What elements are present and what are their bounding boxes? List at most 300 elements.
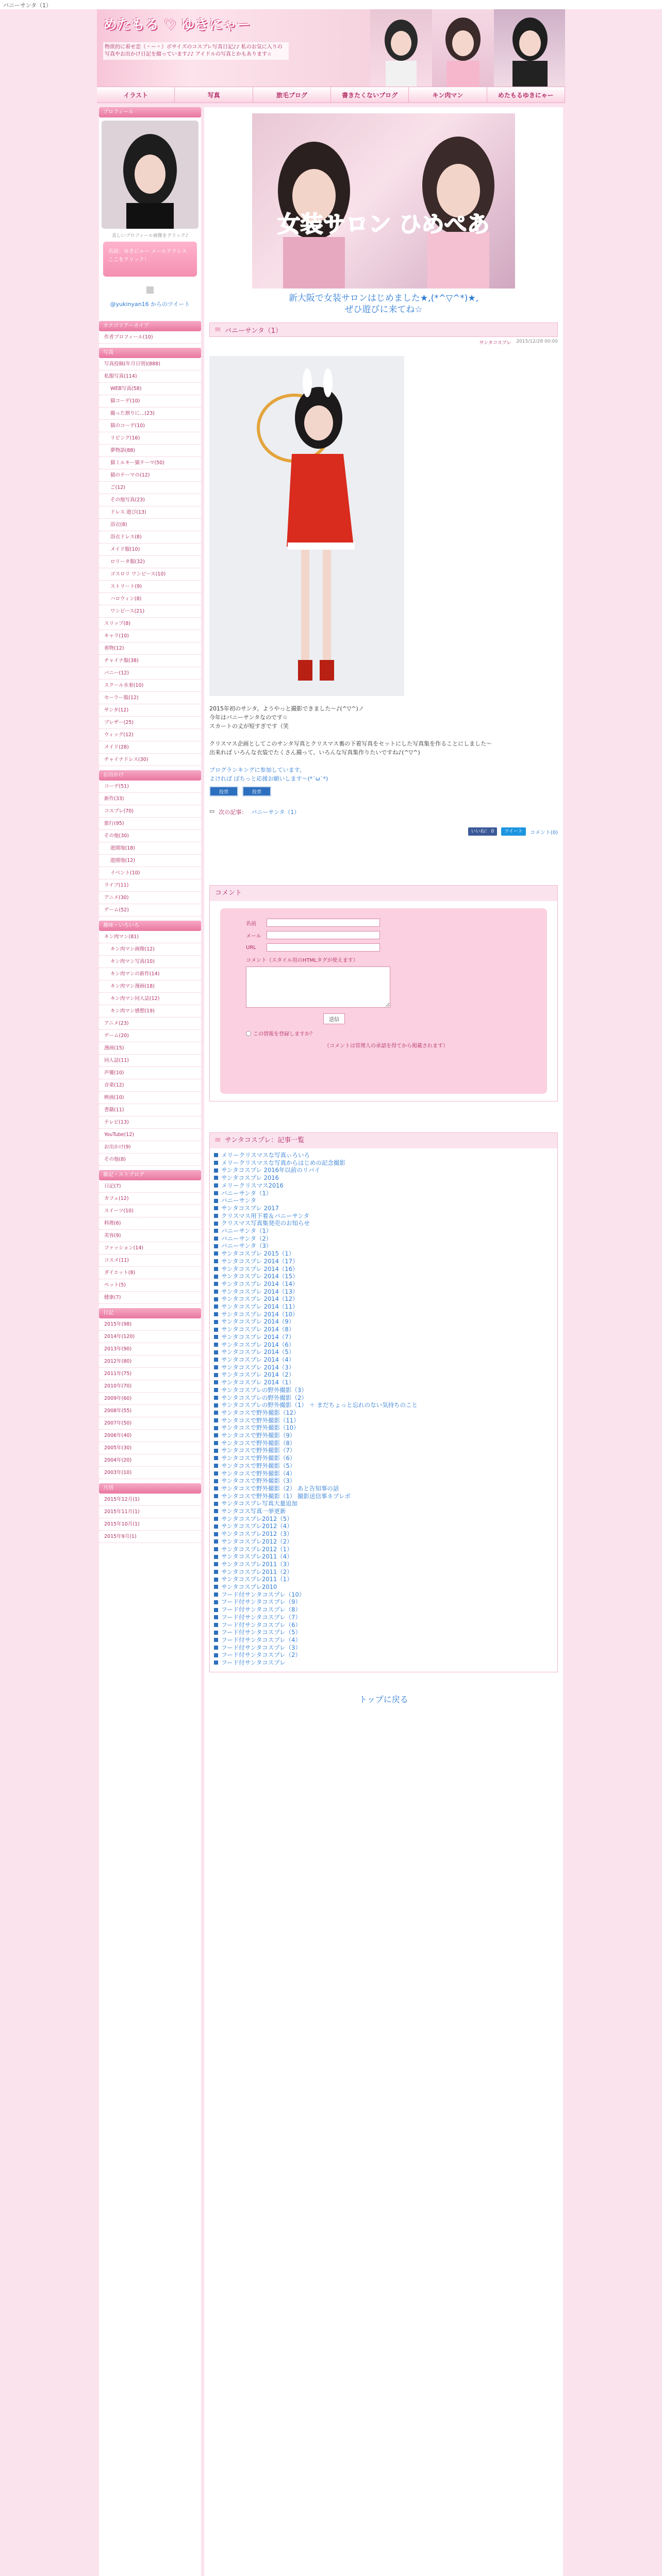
article-list-link[interactable]: サンタコスで野外撮影（4） <box>221 1469 296 1477</box>
tweet-button[interactable]: ツイート <box>501 827 526 836</box>
article-list-item[interactable] <box>210 1379 557 1386</box>
sidebar-link[interactable]: 2010年(70) <box>99 1380 201 1393</box>
list-bullet-icon <box>214 1426 218 1430</box>
article-list-link[interactable]: バニーサンタ（1） <box>221 1227 272 1235</box>
article-list-link[interactable]: フード付サンタコスプレ（2） <box>221 1651 301 1659</box>
sidebar-link[interactable]: 健康(7) <box>99 1292 201 1304</box>
sidebar-link[interactable]: 浴衣(8) <box>99 519 201 531</box>
article-list-link[interactable]: サンタコスで野外撮影（6） <box>221 1454 296 1462</box>
sidebar-link[interactable]: ファッション(14) <box>99 1242 201 1255</box>
article-list-link[interactable]: フード付サンタコスプレ（4） <box>221 1636 301 1643</box>
article-list-item[interactable] <box>210 1318 557 1326</box>
ranking-button-1[interactable]: 投票 <box>209 786 238 796</box>
sidebar-link[interactable]: 2003年(10) <box>99 1467 201 1479</box>
article-list-link[interactable]: サンタコスプレ 2016年以前のリバイ <box>221 1166 321 1174</box>
article-list-link[interactable]: サンタコス写真一挙更新 <box>221 1507 286 1515</box>
sidebar-link[interactable]: スイーツ(10) <box>99 1205 201 1217</box>
mail-row <box>246 931 526 939</box>
article-list-item[interactable] <box>210 1417 557 1425</box>
next-article-link[interactable]: バニーサンタ（1） <box>251 809 300 816</box>
list-bullet-icon <box>214 1547 218 1551</box>
profile-caption: 美しいプロフィール画像をクリック♪ <box>111 233 189 239</box>
sidebar-link[interactable]: アニメ(23) <box>99 1018 201 1030</box>
article-list-item[interactable] <box>210 1219 557 1227</box>
remember-checkbox[interactable] <box>246 1031 251 1036</box>
sidebar-link[interactable]: キン肉マン(81) <box>99 931 201 943</box>
sidebar-link[interactable]: キャラ(10) <box>99 630 201 642</box>
comment-count-link[interactable]: コメント(0) <box>529 829 558 836</box>
article-list-item[interactable] <box>210 1553 557 1561</box>
diary-heading: 日記 <box>99 1308 201 1318</box>
article-list-item[interactable] <box>210 1242 557 1250</box>
sidebar-link[interactable]: 浴衣ドレス(8) <box>99 531 201 544</box>
article-list-item[interactable] <box>210 1356 557 1364</box>
article-list-link[interactable]: サンタコスプレ 2014（8） <box>221 1326 295 1333</box>
sidebar-link[interactable]: テレビ(13) <box>99 1116 201 1129</box>
list-bullet-icon <box>214 1312 218 1316</box>
profile-photo[interactable] <box>102 121 198 229</box>
list-bullet-icon <box>214 1304 218 1309</box>
article-list-link[interactable]: サンタコスで野外撮影（1） 撮影送信事ネプレボ <box>221 1492 351 1500</box>
sidebar-link[interactable]: ライブ(11) <box>99 879 201 892</box>
article-list-link[interactable]: クリスマス用下着＆バニーサンタ <box>221 1212 310 1219</box>
sidebar-link[interactable]: 2011年(75) <box>99 1368 201 1380</box>
sidebar-link[interactable]: ウィッグ(12) <box>99 729 201 741</box>
article-list-item[interactable] <box>210 1644 557 1652</box>
article-list-item[interactable] <box>210 1250 557 1258</box>
list-bullet-icon <box>214 1229 218 1233</box>
sidebar-link[interactable]: 夢物語(88) <box>99 445 201 457</box>
sidebar-link[interactable]: 遊園地(12) <box>99 855 201 867</box>
sidebar-link[interactable]: ゲーム(52) <box>99 904 201 917</box>
sidebar-link[interactable]: ワンピース(21) <box>99 605 201 618</box>
url-input[interactable] <box>267 943 380 952</box>
article-list-item[interactable] <box>210 1515 557 1523</box>
article-list-link[interactable]: サンタコスプレ2011（1） <box>221 1575 293 1583</box>
article-list-link[interactable]: サンタコスで野外撮影（12） <box>221 1409 300 1416</box>
post-photo-image <box>209 356 404 696</box>
article-list-link[interactable]: サンタコスで野外撮影（5） <box>221 1462 296 1469</box>
sidebar-link[interactable]: 声優(10) <box>99 1067 201 1079</box>
sidebar-link[interactable]: 新作(33) <box>99 793 201 805</box>
sidebar-link[interactable]: チャイナドレス(30) <box>99 754 201 766</box>
article-list-link[interactable]: クリスマス写真集発売のお知らせ <box>221 1219 310 1227</box>
nav-secret-blog[interactable]: 書きたくないブログ <box>331 87 409 103</box>
list-bullet-icon <box>214 1168 218 1173</box>
sidebar-link[interactable]: 漫画(15) <box>99 1042 201 1055</box>
article-list-item[interactable] <box>210 1651 557 1659</box>
monthly-box <box>99 1483 201 1543</box>
header-photo-2 <box>432 9 494 87</box>
sidebar-link[interactable]: 猫コーデ(10) <box>99 395 201 408</box>
sidebar-link[interactable]: ダイエット(8) <box>99 1267 201 1279</box>
sidebar-link[interactable]: 作者プロフィール(10) <box>99 331 201 344</box>
sidebar-link[interactable]: 2004年(20) <box>99 1454 201 1467</box>
article-list-item[interactable] <box>210 1598 557 1606</box>
name-input[interactable] <box>267 919 380 927</box>
sidebar-link[interactable]: バニー(12) <box>99 667 201 680</box>
article-list-link[interactable]: サンタコスプレ 2014（5） <box>221 1348 295 1356</box>
article-list-link[interactable]: サンタコスプレ 2014（12） <box>221 1295 299 1303</box>
facebook-like-button[interactable]: いいね！ 0 <box>468 827 498 836</box>
article-list-item[interactable] <box>210 1546 557 1553</box>
article-list-link[interactable]: サンタコスで野外撮影（3） <box>221 1477 296 1485</box>
article-list-item[interactable] <box>210 1454 557 1462</box>
sidebar-link[interactable]: 書籍(11) <box>99 1104 201 1116</box>
sidebar-link[interactable]: その他(8) <box>99 1154 201 1166</box>
sidebar-link[interactable]: コスプレ(70) <box>99 805 201 818</box>
list-bullet-icon <box>214 1183 218 1188</box>
ranking-button-2[interactable]: 投票 <box>242 786 271 796</box>
list-bullet-icon <box>214 1509 218 1513</box>
article-list-link[interactable]: サンタコスプレ2011（4） <box>221 1553 293 1561</box>
article-list-link[interactable]: サンタコスプレ 2016 <box>221 1174 279 1182</box>
article-list-item[interactable] <box>210 1621 557 1629</box>
list-bullet-icon <box>214 1660 218 1665</box>
url-label: URL <box>246 944 256 951</box>
sidebar-link[interactable]: アニメ(30) <box>99 892 201 904</box>
sidebar-link[interactable]: ハロウィン(8) <box>99 593 201 605</box>
list-bullet-icon <box>214 1555 218 1559</box>
sidebar-link[interactable]: キン肉マン画像(12) <box>99 943 201 956</box>
article-list-item[interactable] <box>210 1424 557 1432</box>
article-list-link[interactable]: フード付サンタコスプレ（7） <box>221 1613 301 1621</box>
nav-illust[interactable]: イラスト <box>97 87 175 103</box>
article-list-item[interactable] <box>210 1212 557 1220</box>
back-to-top-link[interactable]: トップに戻る <box>359 1694 408 1704</box>
article-list-link[interactable]: サンタコスプレ 2014（7） <box>221 1333 295 1341</box>
article-list-item[interactable] <box>210 1174 557 1182</box>
sidebar-link[interactable]: 2006年(40) <box>99 1430 201 1442</box>
article-list-link[interactable]: サンタコスで野外撮影（7） <box>221 1447 296 1454</box>
sidebar-link[interactable]: カフェ(12) <box>99 1193 201 1205</box>
sidebar-link[interactable]: キン肉マン漫画(18) <box>99 980 201 993</box>
article-list-item[interactable] <box>210 1591 557 1599</box>
article-list-link[interactable]: サンタコスプレ 2014（6） <box>221 1341 295 1348</box>
sidebar-link[interactable]: チャイナ服(38) <box>99 655 201 667</box>
sidebar-link[interactable]: 私服写真(114) <box>99 370 201 383</box>
article-list-item[interactable] <box>210 1493 557 1500</box>
sidebar-link[interactable]: サンタ(12) <box>99 704 201 717</box>
article-list-link[interactable]: サンタコスプレ 2014（1） <box>221 1379 295 1386</box>
list-bullet-icon <box>214 1358 218 1362</box>
article-list-link[interactable]: フード付サンタコスプレ（6） <box>221 1621 301 1629</box>
sidebar-link[interactable]: キン肉マン同人誌(12) <box>99 993 201 1005</box>
article-list-item[interactable] <box>210 1364 557 1371</box>
sidebar-link[interactable]: 2005年(30) <box>99 1442 201 1454</box>
comment-textarea[interactable] <box>246 967 390 1008</box>
sidebar-link[interactable]: ストリート(9) <box>99 581 201 593</box>
article-list-link[interactable]: サンタコスプレ 2014（9） <box>221 1318 295 1326</box>
nav-kinnikuman[interactable]: キン肉マン <box>409 87 487 103</box>
sidebar-link[interactable]: コスメ(11) <box>99 1255 201 1267</box>
ranking-text-1[interactable]: ブログランキングに参加しています。 <box>209 767 305 773</box>
post-line: スカートの丈が短すぎです（笑 <box>209 723 289 730</box>
list-bullet-icon <box>214 1290 218 1294</box>
sidebar-link[interactable]: ゲーム(20) <box>99 1030 201 1042</box>
article-list-link[interactable]: サンタコスプレ 2017 <box>221 1204 279 1212</box>
article-list-item[interactable] <box>210 1311 557 1318</box>
article-list-link[interactable]: バニーサンタ（1） <box>221 1189 272 1197</box>
sidebar-link[interactable]: スクール水着(10) <box>99 680 201 692</box>
list-bullet-icon <box>214 1600 218 1604</box>
article-list-link[interactable]: フード付サンタコスプレ（8） <box>221 1606 301 1614</box>
list-bullet-icon <box>214 1297 218 1301</box>
submit-button[interactable]: 送信 <box>323 1013 345 1024</box>
browser-title-bar: バニーサンタ（1） <box>0 0 662 9</box>
article-list-item[interactable] <box>210 1432 557 1439</box>
nav-photo[interactable]: 写真 <box>175 87 253 103</box>
article-list-item[interactable] <box>210 1326 557 1333</box>
moderation-notice: （コメントは管理人の承認を得てから掲載されます） <box>324 1043 448 1049</box>
article-list-item[interactable] <box>210 1166 557 1174</box>
article-list-item[interactable] <box>210 1151 557 1159</box>
article-list-item[interactable] <box>210 1629 557 1636</box>
article-list-item[interactable] <box>210 1288 557 1296</box>
article-list-item[interactable] <box>210 1197 557 1205</box>
article-list-item[interactable] <box>210 1614 557 1621</box>
article-list-item[interactable] <box>210 1485 557 1493</box>
article-list-link[interactable]: サンタコスプレ2012（3） <box>221 1530 293 1538</box>
article-list-title: サンタコスプレ：記事一覧 <box>224 1137 305 1144</box>
article-list-item[interactable] <box>210 1341 557 1349</box>
article-list-item[interactable] <box>210 1182 557 1190</box>
article-list-link[interactable]: サンタコスプレ 2014（17） <box>221 1257 299 1265</box>
sidebar-link[interactable]: 音楽(12) <box>99 1079 201 1092</box>
sidebar-link[interactable]: 2009年(60) <box>99 1393 201 1405</box>
sidebar-link[interactable]: 猫のコーデ(10) <box>99 420 201 432</box>
article-list-item[interactable] <box>210 1530 557 1538</box>
article-list-item[interactable] <box>210 1477 557 1485</box>
sidebar-link[interactable]: YouTube(12) <box>99 1129 201 1141</box>
article-list-item[interactable] <box>210 1447 557 1454</box>
list-icon: ✉ <box>215 1137 221 1144</box>
article-list-link[interactable]: メリークリスマスな写真ぃろいろ <box>221 1151 310 1159</box>
sidebar-link[interactable]: WEB写真(58) <box>99 383 201 395</box>
post-line: クリスマス企画としてこのサンタ写真とクリスマス裏の下着写真をセットにした写真集を作ることにしました〜 <box>209 740 492 747</box>
article-list-item[interactable] <box>210 1409 557 1417</box>
sidebar-link[interactable]: ペット(5) <box>99 1279 201 1292</box>
article-list-link[interactable]: メリークリスマスな写真からはじめの記念撮影 <box>221 1159 346 1166</box>
article-list-link[interactable]: サンタコスプレ写真大量追加 <box>221 1500 298 1507</box>
sidebar-link[interactable]: ロリータ服(32) <box>99 556 201 568</box>
sidebar-link[interactable]: メイド(28) <box>99 741 201 754</box>
sidebar-link[interactable]: お出かけ(9) <box>99 1141 201 1154</box>
category-box <box>99 321 201 344</box>
sidebar-link[interactable]: ご(12) <box>99 482 201 494</box>
list-bullet-icon <box>214 1320 218 1324</box>
nav-tabimo-blog[interactable]: 旅毛ブログ <box>253 87 331 103</box>
sidebar-link[interactable]: キン肉マンの新作(14) <box>99 968 201 980</box>
article-list-link[interactable]: サンタコスプレ2010 <box>221 1583 277 1591</box>
sidebar-link[interactable]: その他(30) <box>99 830 201 842</box>
article-list-item[interactable] <box>210 1205 557 1212</box>
sidebar-link[interactable]: 2012年(80) <box>99 1355 201 1368</box>
article-list-item[interactable] <box>210 1439 557 1447</box>
sidebar-link[interactable]: スリップ(8) <box>99 618 201 630</box>
post-title[interactable]: バニーサンタ（1） <box>224 327 283 335</box>
sidebar-link[interactable]: 遊園地(18) <box>99 842 201 855</box>
sidebar-link[interactable]: 2015年10月(1) <box>99 1518 201 1531</box>
sidebar-link[interactable]: キン肉マン感想(19) <box>99 1005 201 1018</box>
article-list-item[interactable] <box>210 1583 557 1591</box>
article-list-link[interactable]: サンタコスプレ2012（5） <box>221 1515 293 1522</box>
article-list-item[interactable] <box>210 1522 557 1530</box>
article-list-item[interactable] <box>210 1295 557 1303</box>
sidebar-link[interactable]: 2015年(98) <box>99 1318 201 1331</box>
article-list-item[interactable] <box>210 1507 557 1515</box>
article-list-item[interactable] <box>210 1500 557 1507</box>
list-bullet-icon <box>214 1251 218 1256</box>
article-list-link[interactable]: サンタコスプレ 2014（4） <box>221 1355 295 1363</box>
article-list-link[interactable]: サンタコスプレ2011（3） <box>221 1560 293 1568</box>
sidebar-link[interactable]: 2015年12月(1) <box>99 1494 201 1506</box>
mail-input[interactable] <box>267 931 380 939</box>
article-list-link[interactable]: サンタコスプレ 2014（11） <box>221 1303 299 1311</box>
article-list-item[interactable] <box>210 1386 557 1394</box>
article-list-link[interactable]: サンタコスで野外撮影（8） <box>221 1439 296 1447</box>
article-list-link[interactable]: サンタコスプレ 2014（15） <box>221 1273 299 1280</box>
list-bullet-icon <box>214 1222 218 1226</box>
name-row <box>246 919 526 927</box>
article-list-link[interactable]: サンタコスプレ2011（2） <box>221 1568 293 1575</box>
sidebar-link[interactable]: 着物(12) <box>99 642 201 655</box>
article-list-item[interactable] <box>210 1235 557 1243</box>
article-list-link[interactable]: サンタコスプレの野外撮影（3） <box>221 1386 307 1394</box>
salon-banner[interactable] <box>252 113 515 289</box>
article-list-link[interactable]: サンタコスプレ 2014（13） <box>221 1287 299 1295</box>
article-list-link[interactable]: バニーサンタ <box>221 1197 256 1205</box>
article-list-link[interactable]: バニーサンタ（3） <box>221 1242 272 1250</box>
sidebar-link[interactable]: 写真投稿(年月日別)(888) <box>99 358 201 370</box>
sidebar-link[interactable]: ドレス 遊び(13) <box>99 506 201 519</box>
article-list-item[interactable] <box>210 1575 557 1583</box>
sidebar-link[interactable]: 2008年(55) <box>99 1405 201 1417</box>
sidebar-link[interactable]: 映画(10) <box>99 1092 201 1104</box>
article-list-link[interactable]: フード付サンタコスプレ（9） <box>221 1598 301 1606</box>
article-list-item[interactable] <box>210 1227 557 1235</box>
site-title[interactable]: めたもる ♡ ゆきにゃー <box>103 17 251 33</box>
twitter-widget-title[interactable]: @yukinyan16 からのツイート <box>110 301 190 308</box>
article-list-item[interactable] <box>210 1303 557 1311</box>
sidebar-link[interactable]: 猫ミルキー猫テーマ(50) <box>99 457 201 469</box>
sidebar-link[interactable]: ゴスロリ ワンピース(10) <box>99 568 201 581</box>
profile-heading: プロフィール <box>99 107 201 117</box>
article-list-link[interactable]: バニーサンタ（2） <box>221 1234 272 1242</box>
banner-overlay-text: 女装サロン ひめぺあ <box>277 211 490 238</box>
post-category-link[interactable]: サンタコスプレ <box>479 341 511 346</box>
article-list-item[interactable] <box>210 1462 557 1470</box>
list-bullet-icon <box>214 1411 218 1415</box>
sidebar-link[interactable]: イベント(10) <box>99 867 201 879</box>
sidebar-link[interactable]: 猫のテーマの(12) <box>99 469 201 482</box>
article-list-link[interactable]: サンタコスプレ 2014（14） <box>221 1280 299 1287</box>
sidebar-link[interactable]: メイド服(10) <box>99 544 201 556</box>
sidebar-link[interactable]: セーラー服(12) <box>99 692 201 704</box>
article-list-item[interactable] <box>210 1333 557 1341</box>
sidebar-link[interactable]: 撮った割りに…(23) <box>99 408 201 420</box>
article-list-link[interactable]: サンタコスプレ 2014（10） <box>221 1310 299 1318</box>
sidebar-link[interactable]: 2014年(120) <box>99 1331 201 1343</box>
sidebar-link[interactable]: 美容(9) <box>99 1230 201 1242</box>
article-list-link[interactable]: サンタコスプレ 2015（1） <box>221 1250 295 1258</box>
page-wrapper <box>97 9 565 2576</box>
list-bullet-icon <box>214 1517 218 1521</box>
content-area <box>97 103 565 2576</box>
contact-button[interactable]: 名前：ゆきにゃー メールアドレス ここをクリック！ <box>103 242 197 277</box>
sidebar-link[interactable]: コーデ(51) <box>99 781 201 793</box>
article-list-item[interactable] <box>210 1273 557 1280</box>
sidebar-link[interactable]: 旅行(95) <box>99 818 201 830</box>
post-photo[interactable] <box>209 356 404 696</box>
article-list-item[interactable] <box>210 1636 557 1644</box>
article-list-item[interactable] <box>210 1606 557 1614</box>
article-list-item[interactable] <box>210 1568 557 1576</box>
sidebar-link[interactable]: 同人誌(11) <box>99 1055 201 1067</box>
article-list-link[interactable]: サンタコスで野外撮影（2） あと告知事の話 <box>221 1484 339 1492</box>
article-list-link[interactable]: サンタコスプレ 2014（2） <box>221 1371 295 1379</box>
article-list-link[interactable]: サンタコスプレの野外撮影（1） ＋ まだちょっと忘れのない気持ちのこと <box>221 1401 418 1409</box>
article-list-link[interactable]: サンタコスで野外撮影（11） <box>221 1416 300 1424</box>
article-list-link[interactable]: サンタコスで野外撮影（10） <box>221 1424 300 1432</box>
article-list-item[interactable] <box>210 1371 557 1379</box>
list-bullet-icon <box>214 1328 218 1332</box>
article-list-link[interactable]: サンタコスプレ2012（1） <box>221 1545 293 1553</box>
article-list-link[interactable]: サンタコスで野外撮影（9） <box>221 1432 296 1439</box>
article-list-item[interactable] <box>210 1401 557 1409</box>
article-list-item[interactable] <box>210 1470 557 1478</box>
article-list-link[interactable]: サンタコスプレ2012（2） <box>221 1537 293 1545</box>
article-list-link[interactable]: メリークリスマス2016 <box>221 1181 284 1189</box>
article-list-link[interactable]: フード付サンタコスプレ（10） <box>221 1590 305 1598</box>
article-list-item[interactable] <box>210 1659 557 1667</box>
list-bullet-icon <box>214 1388 218 1392</box>
list-bullet-icon <box>214 1418 218 1422</box>
article-list-item[interactable] <box>210 1348 557 1356</box>
sidebar-link[interactable]: キン肉マン写真(10) <box>99 956 201 968</box>
article-list-link[interactable]: サンタコスプレ2012（4） <box>221 1522 293 1530</box>
sidebar-link[interactable]: 料理(6) <box>99 1217 201 1230</box>
article-list-item[interactable] <box>210 1265 557 1273</box>
nav-metamoru[interactable]: めたもるゆきにゃー <box>487 87 565 103</box>
header-photo-3 <box>494 9 565 87</box>
sidebar-link[interactable]: その他写真(23) <box>99 494 201 506</box>
ranking-text-2[interactable]: よければ ぽちっと応援お願いします〜(*´ω`*) <box>209 775 328 782</box>
sidebar-link[interactable]: 2007年(50) <box>99 1417 201 1430</box>
article-list-item[interactable] <box>210 1258 557 1265</box>
sidebar-link[interactable]: 日記(7) <box>99 1180 201 1193</box>
article-list-item[interactable] <box>210 1538 557 1546</box>
article-list-item[interactable] <box>210 1190 557 1197</box>
article-list-item[interactable] <box>210 1159 557 1167</box>
article-list-item[interactable] <box>210 1280 557 1288</box>
article-list-link[interactable]: フード付サンタコスプレ（5） <box>221 1629 301 1636</box>
article-list-link[interactable]: サンタコスプレ 2014（16） <box>221 1265 299 1273</box>
sidebar-link[interactable]: ブレザー(25) <box>99 717 201 729</box>
article-list-link[interactable]: フード付サンタコスプレ <box>221 1659 286 1667</box>
header-photo-1-figure <box>370 9 432 87</box>
article-list-item[interactable] <box>210 1561 557 1568</box>
article-list-link[interactable]: サンタコスプレの野外撮影（2） <box>221 1394 307 1401</box>
article-list-link[interactable]: フード付サンタコスプレ（3） <box>221 1643 301 1651</box>
sidebar-link[interactable]: リビング(16) <box>99 432 201 445</box>
sidebar-link[interactable]: 2013年(90) <box>99 1343 201 1355</box>
article-list-link[interactable]: サンタコスプレ 2014（3） <box>221 1363 295 1371</box>
sidebar-link[interactable]: 2015年11月(1) <box>99 1506 201 1518</box>
sidebar-link[interactable]: 2015年9月(1) <box>99 1531 201 1543</box>
article-list-section <box>209 1132 558 1672</box>
article-list-item[interactable] <box>210 1394 557 1402</box>
